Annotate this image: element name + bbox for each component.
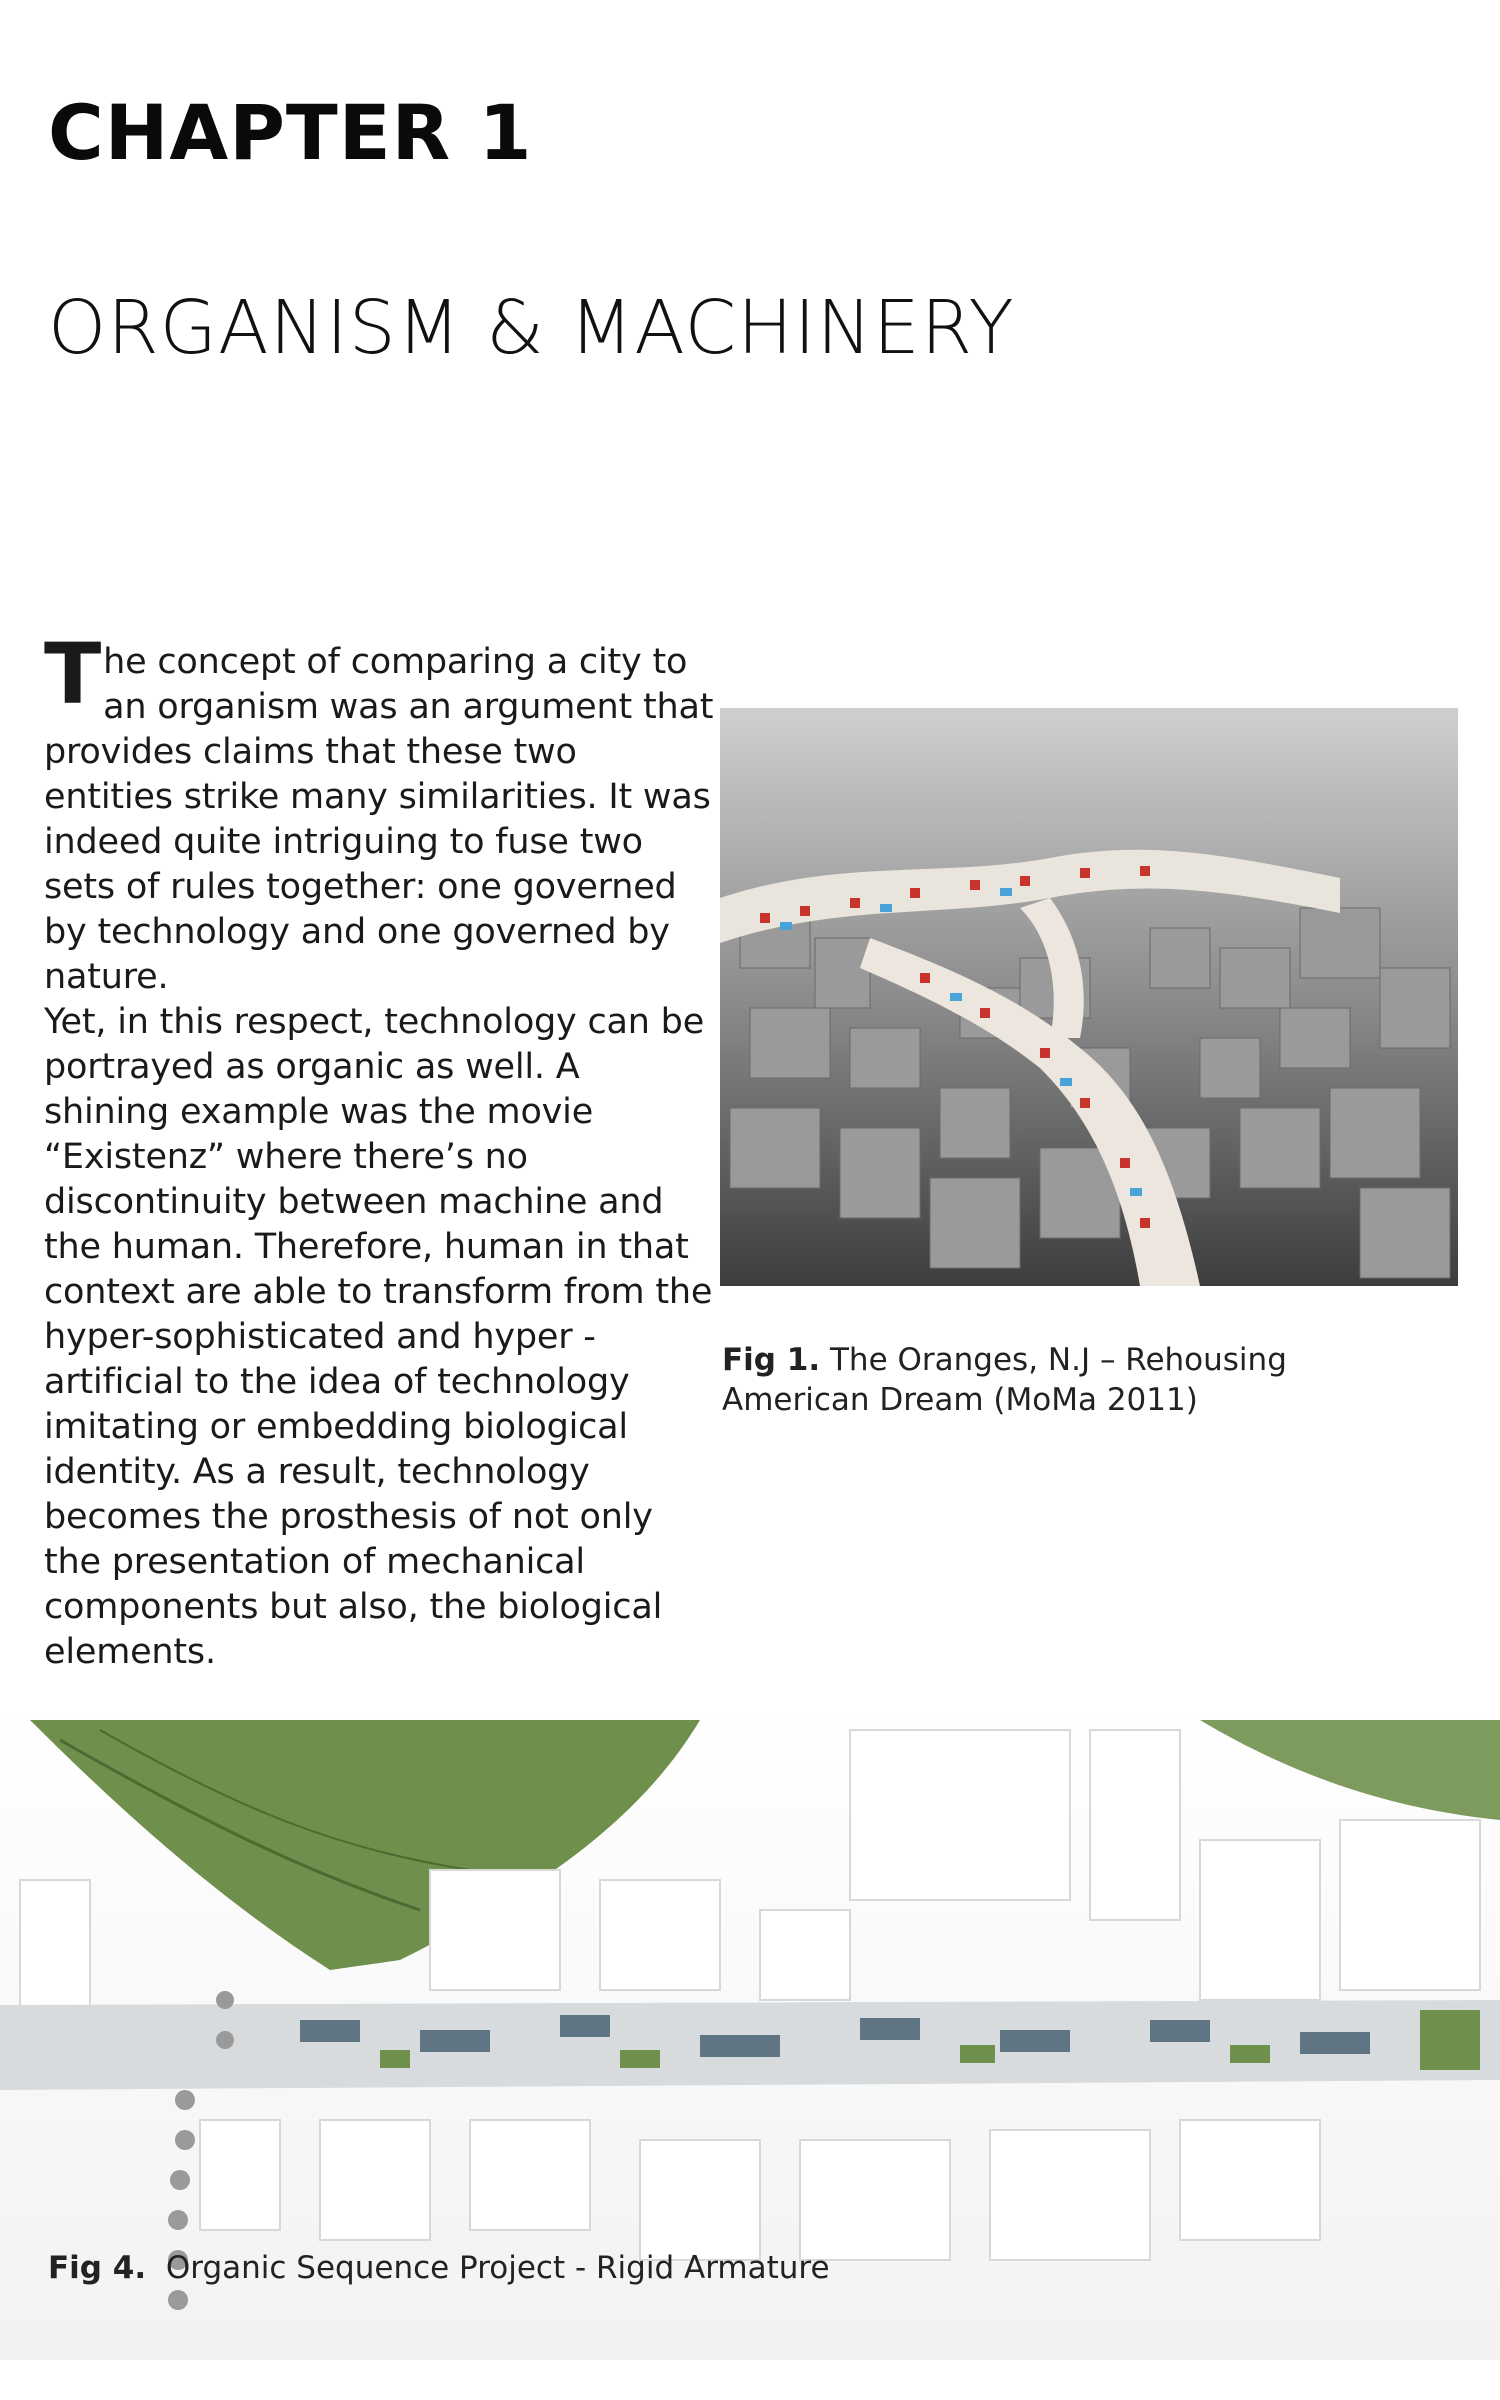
fig4-caption [48, 2250, 830, 2286]
fig4-caption-text: Organic Sequence Project - Rigid Armature [165, 2250, 830, 2286]
paragraph-1-text: he concept of comparing a city to an organism was an argument that provides claims that these two entities strike many similarities. It was indeed quite intriguing to fuse two sets of rules together: one governed by technology and one governed by nature. [44, 642, 714, 997]
chapter-number: CHAPTER 1 [48, 88, 533, 177]
fig1-caption [722, 1340, 1362, 1420]
paragraph-2: Yet, in this respect, technology can be portrayed as organic as well. A shining example was the movie “Existenz” where there’s no discontinuity between machine and the human. Therefore, human in that context are able to transform from the hyper-sophisticated and hyper -artificial to the idea of technology imitating or embedding biological identity. As a result, technology becomes the prosthesis of not only the presentation of mechanical components but also, the biological elements. [44, 1002, 713, 1672]
chapter-title: ORGANISM & MACHINERY [48, 285, 1015, 371]
fig1-model-image [720, 708, 1458, 1286]
drop-cap: T [44, 625, 102, 723]
body-text [44, 625, 714, 1675]
fig1-number: Fig 1. [722, 1342, 821, 1378]
fig4-number: Fig 4. [48, 2250, 147, 2286]
fig1-caption-text: The Oranges, N.J – Rehousing American Dream (MoMa 2011) [722, 1342, 1287, 1418]
paragraph-1 [44, 625, 714, 1000]
